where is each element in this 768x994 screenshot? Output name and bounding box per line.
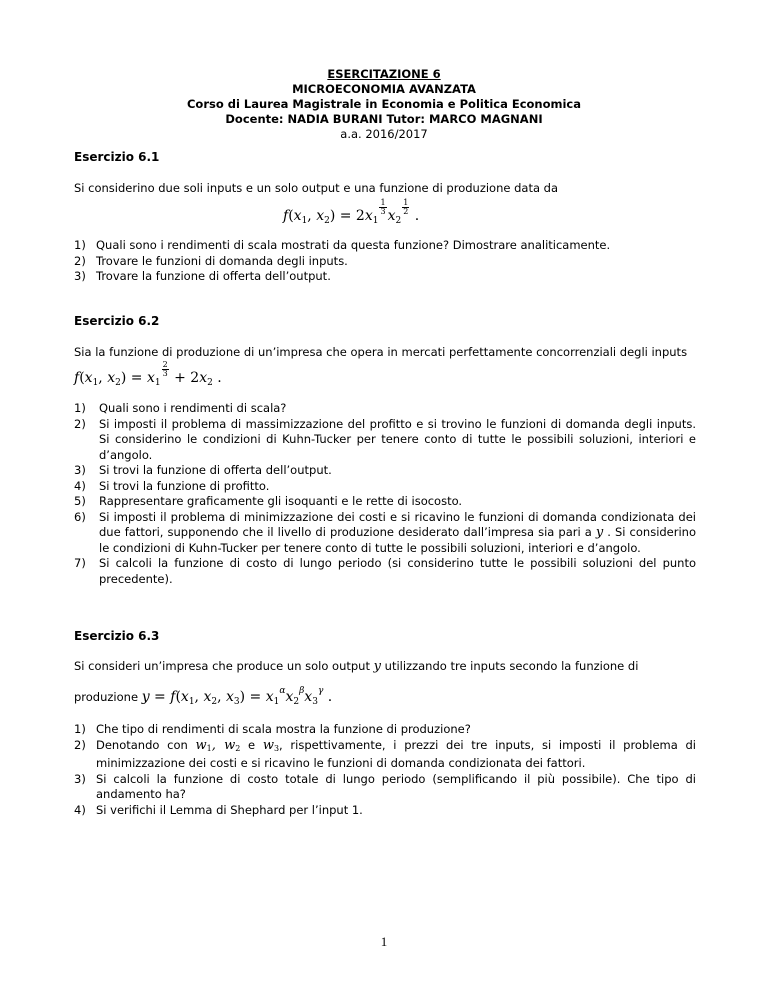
list-item: 1) Che tipo di rendimenti di scala mostra la funzione di produzione? — [74, 722, 471, 736]
exercise-sheet-title: ESERCITAZIONE 6 — [327, 67, 441, 81]
list-item: 1) Quali sono i rendimenti di scala mostrati da questa funzione? Dimostrare analiticamente. — [74, 238, 611, 252]
exercise-title: Esercizio 6.3 — [74, 629, 160, 643]
production-function-formula: $f(x_1$, $x_2) = 2x_1$ $\frac{1}{3}$ $x_2$ $\frac{1}{2}$ . — [283, 198, 420, 226]
course-subject: MICROECONOMIA AVANZATA — [292, 82, 476, 96]
degree-program: Corso di Laurea Magistrale in Economia e Politica Economica — [186, 97, 582, 111]
list-item: 7) Si calcoli la funzione di costo di lungo periodo (si considerino tutte le possibili soluzioni del punto precedente). — [74, 556, 696, 586]
document-header — [0, 67, 768, 142]
list-item: 1) Quali sono i rendimenti di scala? — [74, 401, 287, 415]
list-item: 3) Si trovi la funzione di offerta dell’output. — [74, 463, 332, 477]
exercise-questions — [74, 722, 696, 818]
exercise-questions — [74, 401, 696, 587]
teacher-tutor: Docente: NADIA BURANI Tutor: MARCO MAGNANI — [225, 112, 543, 126]
list-item: 5) Rappresentare graficamente gli isoquanti e le rette di isocosto. — [74, 494, 463, 508]
exercise-questions — [74, 238, 696, 285]
academic-year: a.a. 2016/2017 — [340, 127, 428, 141]
exercise-intro: Si consideri un’impresa che produce un solo output y utilizzando tre inputs secondo la funzione di — [74, 659, 639, 674]
exercise-title: Esercizio 6.2 — [74, 314, 160, 328]
exercise-intro: Sia la funzione di produzione di un’impresa che opera in mercati perfettamente concorrenziali degli inputs — [74, 345, 688, 359]
exercise-title: Esercizio 6.1 — [74, 150, 160, 164]
list-item: 3) Si calcoli la funzione di costo totale di lungo periodo (semplificando il più possibile). Che tipo di andamento ha? — [74, 771, 696, 801]
exercise-intro: Si considerino due soli inputs e un solo output e una funzione di produzione data da — [74, 181, 559, 195]
list-item: 4) Si verifichi il Lemma di Shephard per l’input 1. — [74, 802, 363, 817]
production-function-formula: $f(x_1$, $x_2) = x_1$ $\frac{2}{3}$ + $2x_2$ . — [74, 360, 222, 388]
list-item: 4) Si trovi la funzione di profitto. — [74, 478, 270, 493]
page-number: 1 — [380, 934, 388, 949]
list-item: 2) Denotando con $w_1$, $w_2$ e $w_3$, rispettivamente, i prezzi dei tre inputs, si imposti il problema di minimizzazione dei costi e si ricavino le funzioni di domanda condizionata dei fattori. — [74, 737, 696, 770]
production-function-formula: $y = f(x_1$, $x_2$, $x_3) = x_1^\alpha x_2^\beta x_3^\gamma$ . — [141, 686, 333, 707]
list-item: 2) Si imposti il problema di massimizzazione del profitto e si trovino le funzioni di domanda degli inputs. Si considerino le condizioni di Kuhn-Tucker per tenere conto di tutte le possibili soluzioni, interiori e d’angolo. — [74, 416, 696, 462]
list-item: 2) Trovare le funzioni di domanda degli inputs. — [74, 253, 348, 268]
exercise-intro-continued: produzione $y = f(x_1$, $x_2$, $x_3) = x_1^\alpha x_2^\beta x_3^\gamma$ . — [74, 686, 333, 707]
list-item: 3) Trovare la funzione di offerta dell’output. — [74, 269, 331, 283]
list-item: 6) Si imposti il problema di minimizzazione dei costi e si ricavino le funzioni di domanda condizionata dei due fattori, supponendo che il livello di produzione desiderato dall’impresa sia pari a y . Si considerino le condizioni di Kuhn-Tucker per tenere conto di tutte le possibili soluzioni, interiori e d’angolo. — [74, 509, 697, 555]
